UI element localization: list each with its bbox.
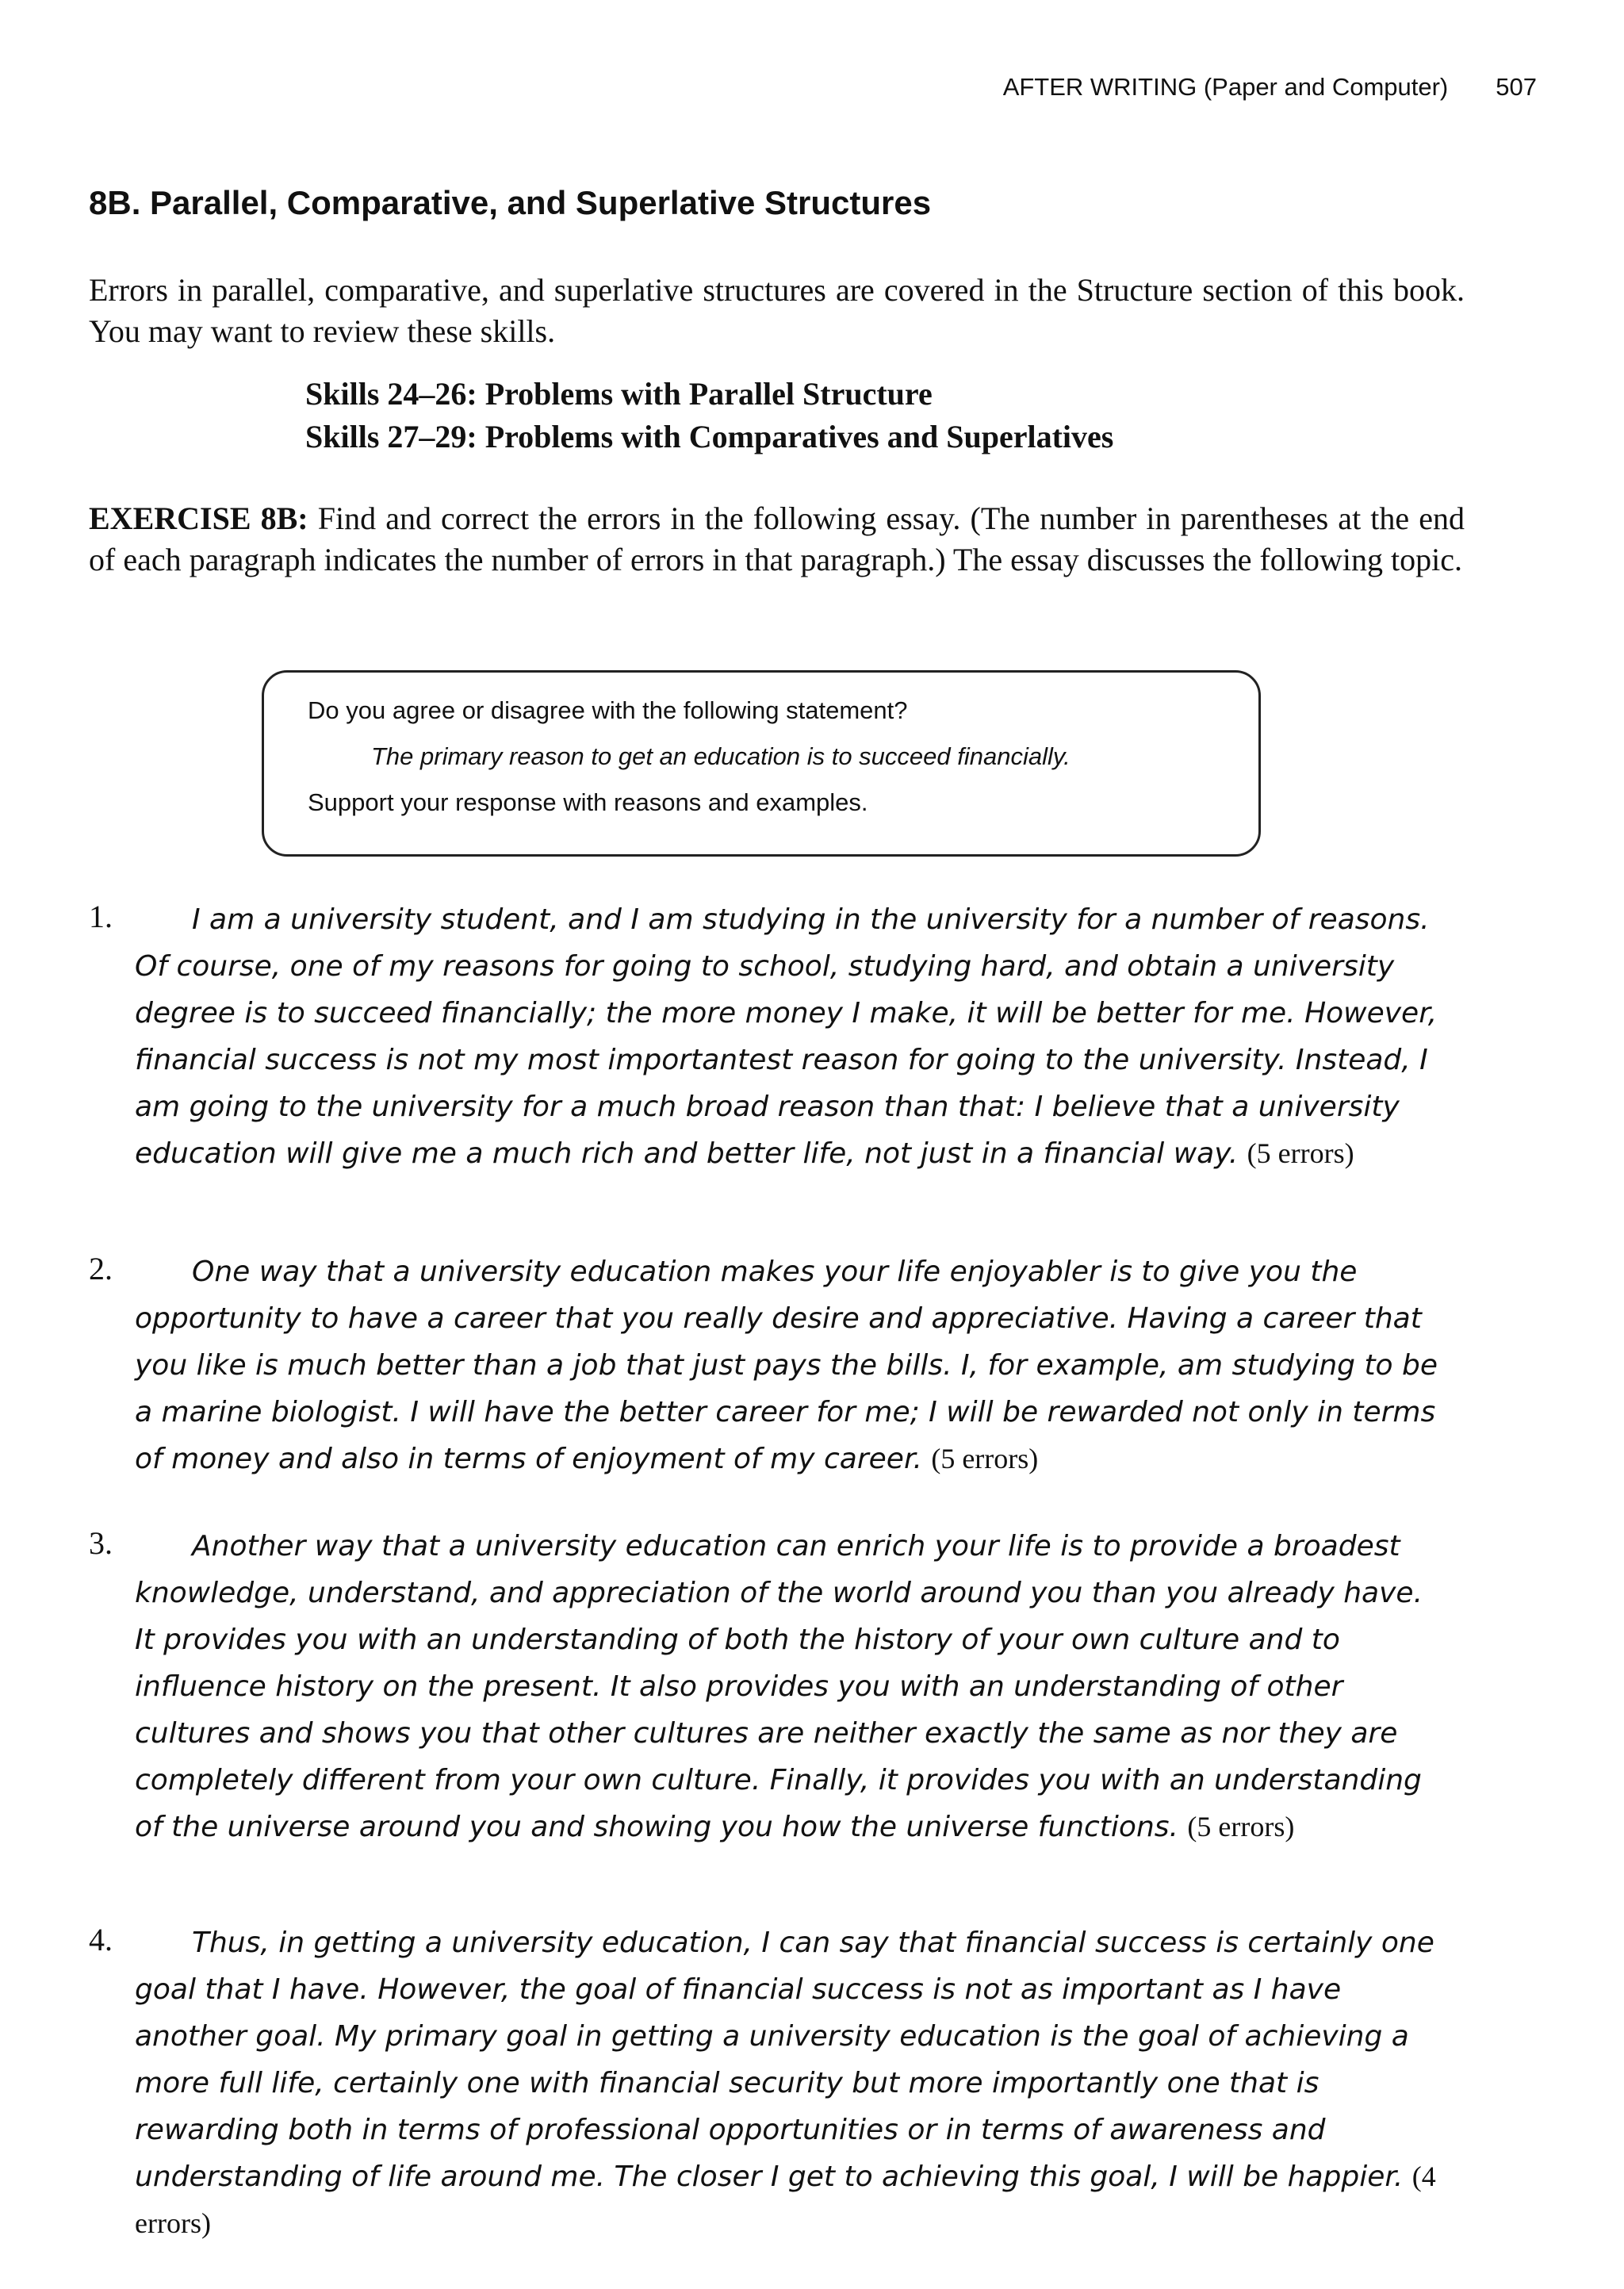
essay-paragraph-1 xyxy=(89,896,1469,1177)
paragraph-body: Another way that a university education can enrich your life is to provide a broadest knowledge, understand, and appreciation of the world around you than you already have. It provides you with an understanding of both the history of your own culture and to influence history on the present. It also provides you with an understanding of other cultures and shows you that other cultures are neither exactly the same as nor they are completely different from your own culture. Finally, it provides you with an understanding of the universe around you and showing you how the universe functions. xyxy=(135,1530,1423,1843)
exercise-instructions xyxy=(89,498,1465,581)
error-count: (5 errors) xyxy=(1187,1811,1295,1842)
topic-statement: The primary reason to get an education is to succeed financially. xyxy=(371,742,1071,770)
section-title: 8B. Parallel, Comparative, and Superlative Structures xyxy=(89,184,932,221)
topic-box xyxy=(262,670,1261,857)
paragraph-number: 3. xyxy=(89,1525,113,1561)
essay-paragraph-2 xyxy=(89,1248,1469,1482)
paragraph-number: 2. xyxy=(89,1251,113,1286)
paragraph-text xyxy=(135,896,1451,1177)
skills-item: Skills 24–26: Problems with Parallel Structure xyxy=(305,376,933,412)
exercise-label: EXERCISE 8B: xyxy=(89,500,308,536)
paragraph-body: I am a university student, and I am studying in the university for a number of reasons. Of course, one of my reasons for going to school, studying hard, and obtain a university degree is to succeed financially; the more money I make, it will be better for me. However, financial success is not my most importantest reason for going to the university. Instead, I am going to the university for a much broad reason than that: I believe that a university education will give me a much rich and better life, not just in a financial way. xyxy=(135,903,1438,1170)
skills-item: Skills 27–29: Problems with Comparatives and Superlatives xyxy=(305,419,1114,454)
paragraph-text xyxy=(135,1248,1451,1482)
error-count: (4 errors) xyxy=(135,2161,1436,2239)
topic-support: Support your response with reasons and examples. xyxy=(308,788,868,816)
error-count: (5 errors) xyxy=(931,1443,1039,1474)
skills-list xyxy=(305,373,1113,458)
error-count: (5 errors) xyxy=(1247,1137,1354,1169)
essay-paragraph-4 xyxy=(89,1919,1469,2247)
section-intro: Errors in parallel, comparative, and superlative structures are covered in the Structure section of this book. You may want to review these skills. xyxy=(89,272,1465,349)
paragraph-text xyxy=(135,1919,1451,2247)
paragraph-body: One way that a university education makes your life enjoyabler is to give you the opportunity to have a career that you really desire and appreciative. Having a career that you like is much better than a job that just pays the bills. I, for example, am studying to be a marine biologist. I will have the better career for me; I will be rewarded not only in terms of money and also in terms of enjoyment of my career. xyxy=(135,1256,1438,1475)
paragraph-text xyxy=(135,1523,1451,1850)
running-header xyxy=(1003,73,1537,102)
paragraph-body: Thus, in getting a university education, I can say that financial success is certainly one goal that I have. However, the goal of financial success is not as important as I have another goal. My primary goal in getting a university education is the goal of achieving a more full life, certainly one with financial security but more importantly one that is rewarding both in terms of professional opportunities or in terms of awareness and understanding of life around me. The closer I get to achieving this goal, I will be happier. xyxy=(135,1927,1434,2193)
paragraph-number: 4. xyxy=(89,1922,113,1957)
running-title: AFTER WRITING (Paper and Computer) xyxy=(1002,73,1449,101)
topic-question: Do you agree or disagree with the following statement? xyxy=(308,696,908,724)
exercise-text: Find and correct the errors in the following essay. (The number in parentheses at the end of each paragraph indicates the number of errors in that paragraph.) The essay discusses the following topic. xyxy=(89,500,1465,577)
paragraph-number: 1. xyxy=(89,899,113,934)
essay-paragraph-3 xyxy=(89,1523,1469,1850)
page-number: 507 xyxy=(1496,73,1537,101)
